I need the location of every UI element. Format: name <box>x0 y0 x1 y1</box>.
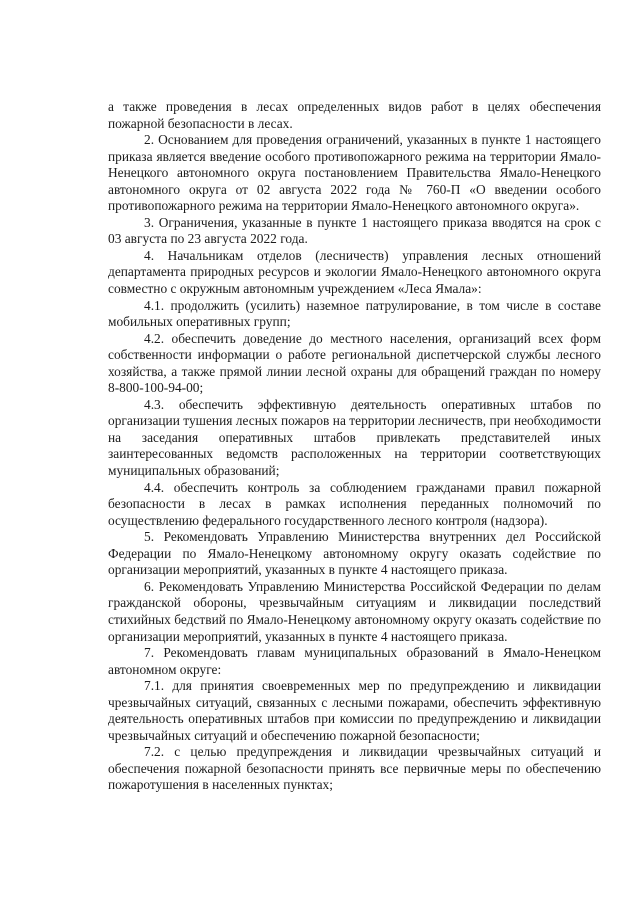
paragraph-7-2: 7.2. с целью предупреждения и ликвидации чрезвычайных ситуаций и обеспечения пожарной безопасности принять все первичные меры по обеспечению пожаротушения в населенных пунктах; <box>108 744 601 793</box>
paragraph-4-2: 4.2. обеспечить доведение до местного населения, организаций всех форм собственности информации о работе региональной диспетчерской службы лесного хозяйства, а также прямой линии лесной охраны для обращений граждан по номеру 8-800-100-94-00; <box>108 330 601 396</box>
paragraph-6: 6. Рекомендовать Управлению Министерства Российской Федерации по делам гражданской обороны, чрезвычайным ситуациям и ликвидации последствий стихийных бедствий по Ямало-Ненецкому автономному округу оказать содействие по организации мероприятий, указанных в пункте 4 настоящего приказа. <box>108 578 601 644</box>
paragraph-5: 5. Рекомендовать Управлению Министерства внутренних дел Российской Федерации по Ямало-Ненецкому автономному округу оказать содействие по организации мероприятий, указанных в пункте 4 настоящего приказа. <box>108 529 601 578</box>
paragraph-4-3: 4.3. обеспечить эффективную деятельность оперативных штабов по организации тушения лесных пожаров на территории лесничеств, при необходимости на заседания оперативных штабов привлекать представителей иных заинтересованных ведомств расположенных на территории соответствующих муниципальных образований; <box>108 396 601 479</box>
paragraph-3: 3. Ограничения, указанные в пункте 1 настоящего приказа вводятся на срок с 03 августа по 23 августа 2022 года. <box>108 214 601 247</box>
paragraph-7: 7. Рекомендовать главам муниципальных образований в Ямало-Ненецком автономном округе: <box>108 645 601 677</box>
paragraph-4-4: 4.4. обеспечить контроль за соблюдением гражданами правил пожарной безопасности в лесах в рамках исполнения переданных полномочий по осуществлению федерального государственного лесного контроля (надзора). <box>108 479 601 528</box>
document-body <box>108 99 601 794</box>
paragraph-2: 2. Основанием для проведения ограничений, указанных в пункте 1 настоящего приказа является введение особого противопожарного режима на территории Ямало-Ненецкого автономного округа постановлением Правительства Ямало-Ненецкого автономного округа от 02 августа 2022 года № 760-П «О введении особого противопожарного режима на территории Ямало-Ненецкого автономного округа». <box>108 132 601 214</box>
paragraph-4: 4. Начальникам отделов (лесничеств) управления лесных отношений департамента природных ресурсов и экологии Ямало-Ненецкого автономного округа совместно с окружным автономным учреждением «Леса Ямала»: <box>108 247 601 297</box>
paragraph-7-1: 7.1. для принятия своевременных мер по предупреждению и ликвидации чрезвычайных ситуаций, связанных с лесными пожарами, обеспечить эффективную деятельность оперативных штабов при комиссии по предупреждению и ликвидации чрезвычайных ситуаций и обеспечению пожарной безопасности; <box>108 678 601 743</box>
paragraph-4-1: 4.1. продолжить (усилить) наземное патрулирование, в том числе в составе мобильных оперативных групп; <box>108 297 601 330</box>
paragraph-continuation: а также проведения в лесах определенных видов работ в целях обеспечения пожарной безопасности в лесах. <box>108 99 601 131</box>
